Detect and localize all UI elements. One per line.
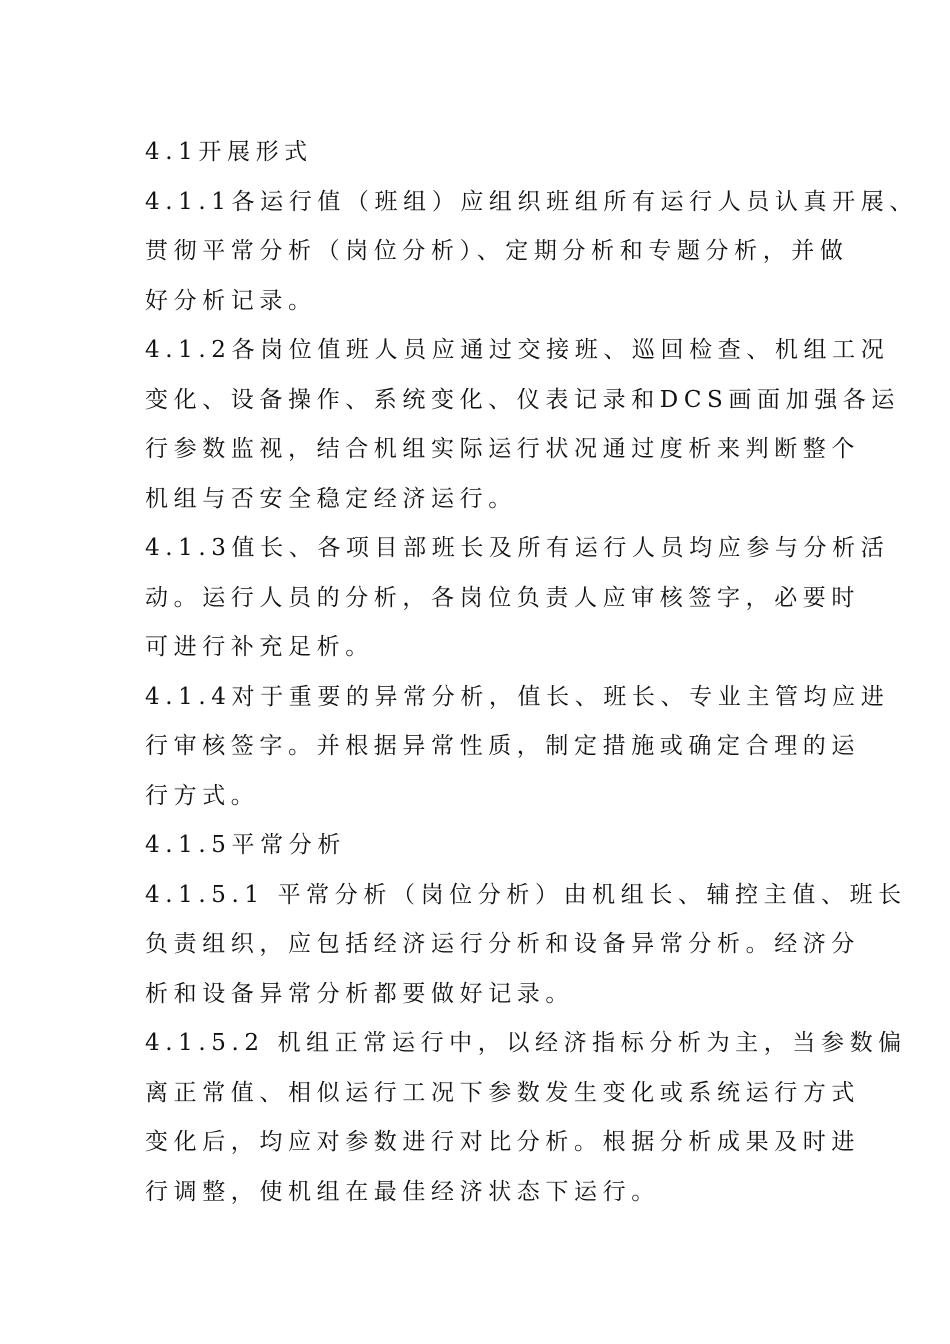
paragraph-4-1-4-line-1: 4.1.4对于重要的异常分析，值长、班长、专业主管均应进: [145, 683, 890, 710]
paragraph-4-1-5-2-line-4: 行调整，使机组在最佳经济状态下运行。: [145, 1178, 660, 1205]
section-heading-4-1-5: 4.1.5平常分析: [145, 832, 346, 858]
paragraph-4-1-2-line-4: 机组与否安全稳定经济运行。: [145, 485, 517, 512]
paragraph-4-1-5-2-line-2: 离正常值、相似运行工况下参数发生变化或系统运行方式: [145, 1079, 860, 1106]
paragraph-4-1-3-line-1: 4.1.3值长、各项目部班长及所有运行人员均应参与分析活: [145, 535, 890, 561]
paragraph-4-1-4-line-3: 行方式。: [145, 782, 260, 809]
section-heading-4-1: 4.1开展形式: [145, 139, 313, 165]
paragraph-4-1-2-line-3: 行参数监视，结合机组实际运行状况通过度析来判断整个: [145, 436, 860, 462]
paragraph-4-1-3-line-2: 动。运行人员的分析，各岗位负责人应审核签字，必要时: [145, 584, 860, 611]
paragraph-4-1-5-1-line-2: 负责组织，应包括经济运行分析和设备异常分析。经济分: [145, 931, 860, 957]
paragraph-4-1-1-line-1: 4.1.1各运行值（班组）应组织班组所有运行人员认真开展、: [145, 188, 918, 215]
paragraph-4-1-3-line-3: 可进行补充足析。: [145, 634, 374, 660]
document-body: [145, 128, 918, 1217]
paragraph-4-1-5-1-line-1: 4.1.5.1 平常分析（岗位分析）由机组长、辅控主值、班长: [145, 881, 907, 908]
paragraph-4-1-2-line-1: 4.1.2各岗位值班人员应通过交接班、巡回检查、机组工况: [145, 337, 890, 363]
paragraph-4-1-5-2-line-1: 4.1.5.2 机组正常运行中，以经济指标分析为主，当参数偏: [145, 1030, 907, 1056]
paragraph-4-1-5-2-line-3: 变化后，均应对参数进行对比分析。根据分析成果及时进: [145, 1129, 860, 1155]
paragraph-4-1-1-line-3: 好分析记录。: [145, 287, 317, 314]
paragraph-4-1-1-line-2: 贯彻平常分析（岗位分析）、定期分析和专题分析，并做: [145, 238, 849, 264]
paragraph-4-1-4-line-2: 行审核签字。并根据异常性质，制定措施或确定合理的运: [145, 733, 860, 759]
paragraph-4-1-2-line-2: 变化、设备操作、系统变化、仪表记录和DCS画面加强各运: [145, 386, 900, 413]
paragraph-4-1-5-1-line-3: 析和设备异常分析都要做好记录。: [145, 980, 574, 1007]
